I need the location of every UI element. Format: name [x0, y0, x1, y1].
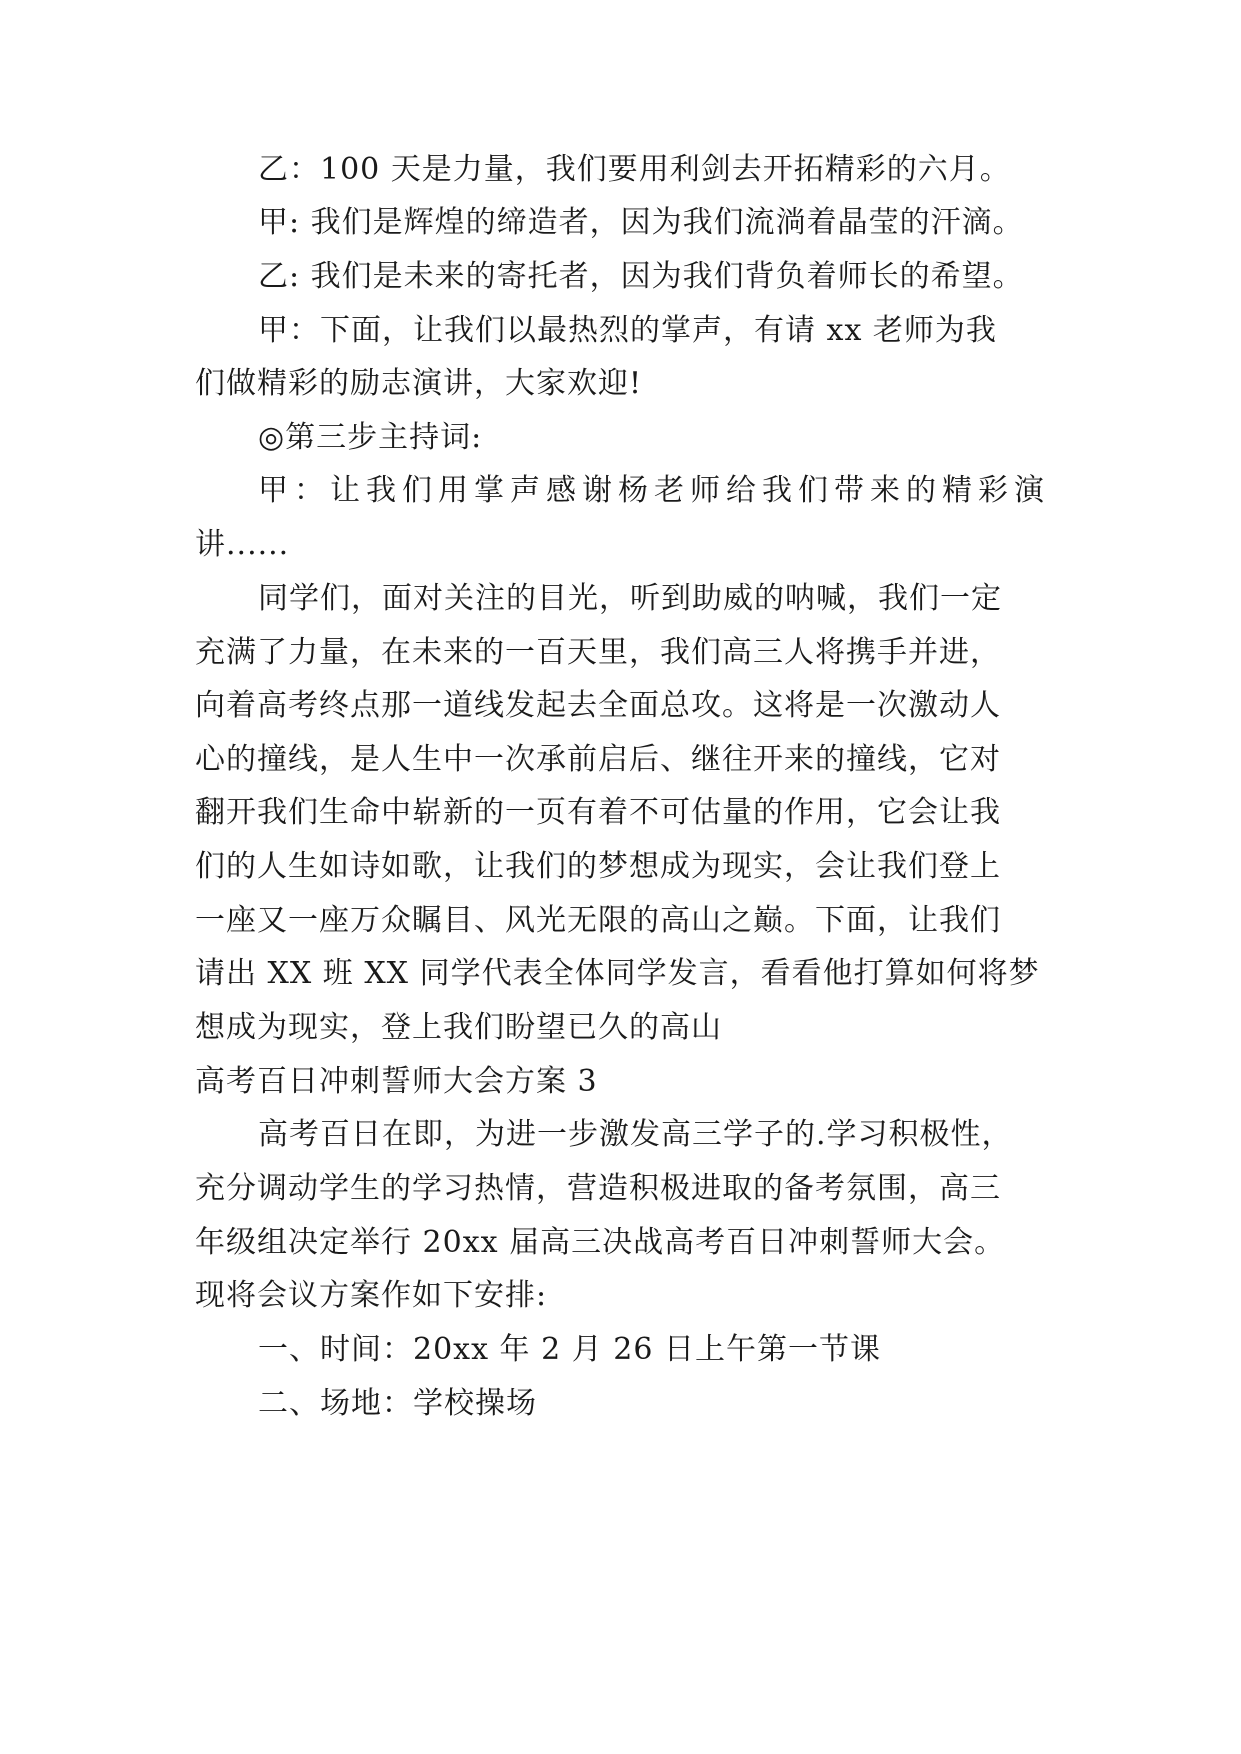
schedule-item-time: 一、时间：20xx 年 2 月 26 日上午第一节课: [258, 1332, 881, 1367]
dialogue-line-yi-1: 乙：100 天是力量，我们要用利剑去开拓精彩的六月。: [258, 152, 1011, 187]
paragraph-line: 同学们，面对关注的目光，听到助威的呐喊，我们一定: [258, 581, 1002, 616]
paragraph-line: 充满了力量，在未来的一百天里，我们高三人将携手并进，: [195, 635, 1001, 670]
paragraph-line: 心的撞线，是人生中一次承前启后、继往开来的撞线，它对: [195, 742, 1001, 777]
paragraph-line: 一座又一座万众瞩目、风光无限的高山之巅。下面，让我们: [195, 903, 1001, 938]
section-heading-step-three: ◎第三步主持词:: [258, 420, 483, 455]
dialogue-line-jia-2: 甲：下面，让我们以最热烈的掌声，有请 xx 老师为我: [258, 313, 997, 348]
paragraph-line: 现将会议方案作如下安排:: [195, 1278, 548, 1313]
paragraph-line: 年级组决定举行 20xx 届高三决战高考百日冲刺誓师大会。: [195, 1225, 1006, 1260]
dialogue-line-jia-1: 甲: 我们是辉煌的缔造者，因为我们流淌着晶莹的汗滴。: [258, 205, 1024, 240]
paragraph-line: 向着高考终点那一道线发起去全面总攻。这将是一次激动人: [195, 688, 1001, 723]
schedule-item-venue: 二、场地：学校操场: [258, 1386, 537, 1421]
paragraph-line: 充分调动学生的学习热情，营造积极进取的备考氛围，高三: [195, 1171, 1001, 1206]
dialogue-line-jia-3: 甲：让我们用掌声感谢杨老师给我们带来的精彩演: [258, 473, 1050, 508]
paragraph-line: 们的人生如诗如歌，让我们的梦想成为现实，会让我们登上: [195, 849, 1001, 884]
section-title: 高考百日冲刺誓师大会方案 3: [195, 1064, 598, 1099]
paragraph-line: 请出 XX 班 XX 同学代表全体同学发言，看看他打算如何将梦: [195, 956, 1040, 991]
dialogue-line-jia-3-cont: 讲......: [195, 527, 290, 562]
paragraph-line: 高考百日在即，为进一步激发高三学子的.学习积极性，: [258, 1117, 1013, 1152]
paragraph-line: 翻开我们生命中崭新的一页有着不可估量的作用，它会让我: [195, 795, 1001, 830]
paragraph-line: 想成为现实，登上我们盼望已久的高山: [195, 1010, 722, 1045]
dialogue-line-jia-2-cont: 们做精彩的励志演讲，大家欢迎!: [195, 366, 643, 401]
dialogue-line-yi-2: 乙: 我们是未来的寄托者，因为我们背负着师长的希望。: [258, 259, 1024, 294]
